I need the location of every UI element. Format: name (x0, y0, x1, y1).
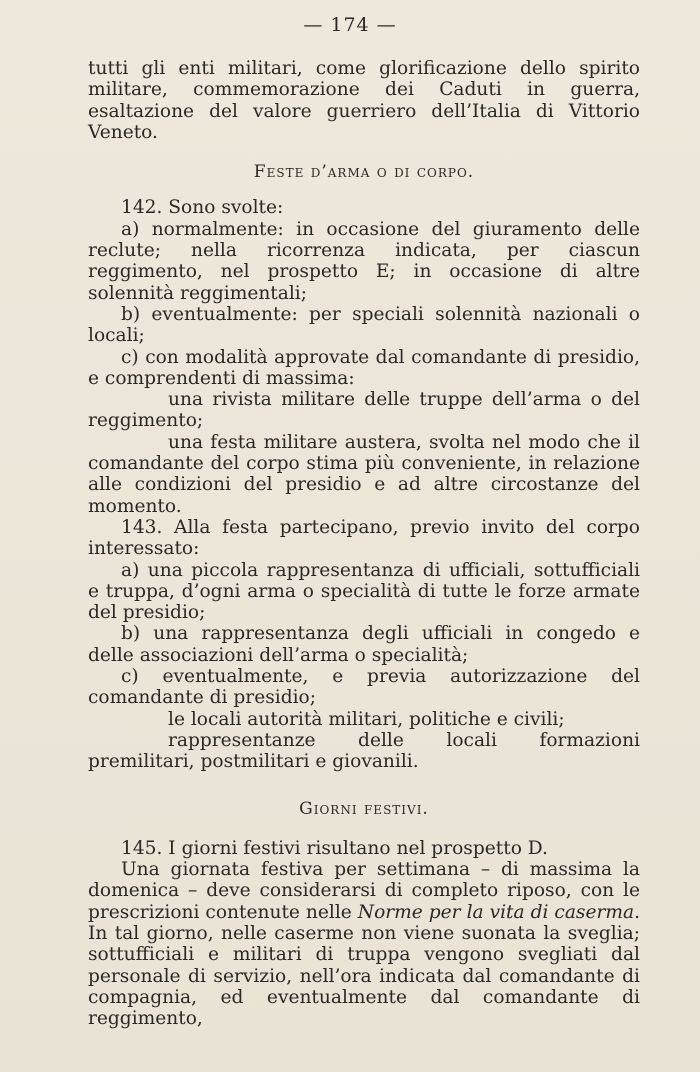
paragraph-142-c: c) con modalità approvate dal comandante di presidio, e comprendenti di massima: (88, 346, 640, 389)
paragraph-142-c2: una festa militare austera, svolta nel modo che il comandante del corpo stima più conveniente, in relazione alle condizioni del presidio e ad altre circostanze del momento. (88, 431, 640, 517)
section-heading-feste: Feste d’arma o di corpo. (253, 162, 475, 183)
paragraph-143-b: b) una rappresentanza degli ufficiali in congedo e delle associazioni dell’arma o specialità; (88, 623, 640, 666)
page-body (88, 58, 640, 1029)
paragraph-142-intro: 142. Sono svolte: (121, 197, 284, 219)
paragraph-142-a: a) normalmente: in occasione del giuramento delle reclute; nella ricorrenza indicata, per ciascun reggimento, nel prospetto E; in occasione di altre solennità reggimentali; (88, 218, 640, 304)
intro-line-1: tutti gli enti militari, come glorificazione dello spirito (88, 58, 640, 79)
intro-paragraph (88, 58, 640, 143)
paragraph-142-c1: una rivista militare delle truppe dell’arma o del reggimento; (88, 389, 640, 432)
paragraph-143-a: a) una piccola rappresentanza di ufficiali, sottufficiali e truppa, d’ogni arma o specialità di tutte le forze armate del presidio; (88, 559, 640, 624)
paragraph-142-b: b) eventualmente: per speciali solennità nazionali o locali; (88, 303, 640, 347)
paragraph-143-intro: 143. Alla festa partecipano, previo invito del corpo interessato: (88, 516, 640, 560)
paragraph-143-c2: rappresentanze delle locali formazioni premilitari, postmilitari e giovanili. (88, 729, 640, 773)
paragraph-143-c: c) eventualmente, e previa autorizzazione del comandante di presidio; (88, 666, 640, 709)
paragraph-145-text-pre: Una giornata festiva per settimana – di massima la domenica – deve considerarsi di completo riposo, con le prescrizioni contenute nelle (88, 859, 640, 923)
intro-line-3: esaltazione del valore guerriero dell’Italia di Vittorio (88, 100, 640, 122)
paragraph-145-body (88, 859, 640, 1029)
page-number: — 174 — (303, 14, 397, 36)
paragraph-145-text-post: . In tal giorno, nelle caserme non viene suonata la sveglia; sottufficiali e militari di truppa vengono svegliati dal personale di servizio, nell’ora indicata dal comandante di compagnia, ed eventualmente dal comandante di reggimento, (88, 901, 641, 1030)
paragraph-143-c1: le locali autorità militari, politiche e civili; (168, 708, 565, 730)
section-heading-giorni: Giorni festivi. (299, 798, 429, 819)
paragraph-145-intro: 145. I giorni festivi risultano nel prospetto D. (121, 837, 548, 859)
intro-line-4: Veneto. (88, 121, 158, 143)
intro-line-2: militare, commemorazione dei Caduti in guerra, (88, 79, 640, 101)
paragraph-145-emphasis: Norme per la vita di caserma (357, 901, 635, 923)
